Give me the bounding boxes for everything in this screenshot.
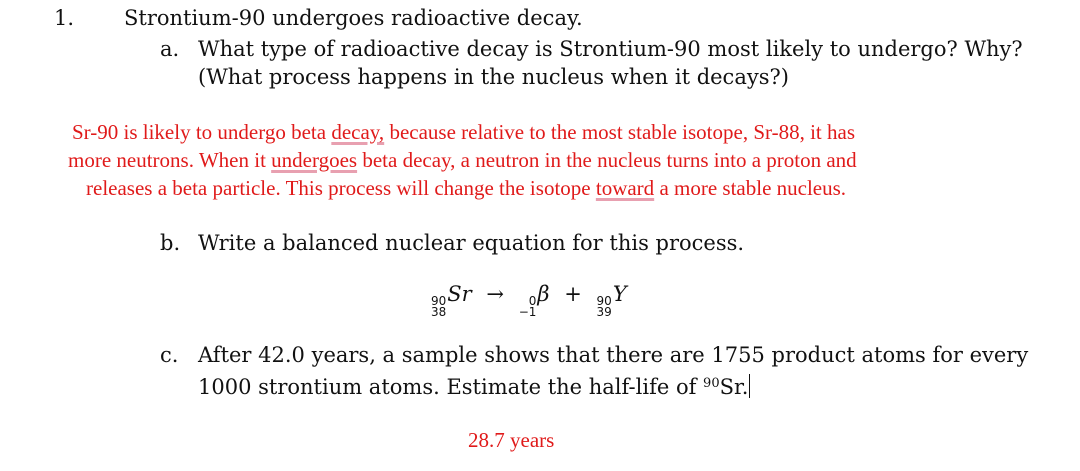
part-c-line2[interactable] xyxy=(198,370,750,401)
answer-a-line2-pre: more neutrons. When it xyxy=(68,148,272,172)
answer-a-line2-marked: undergoes xyxy=(271,148,358,172)
answer-a-line3-post: a more stable nucleus. xyxy=(654,176,847,200)
answer-a-line3-marked: toward xyxy=(595,176,655,200)
reaction-arrow: → xyxy=(486,282,505,306)
beta-symbol: β xyxy=(537,282,550,306)
part-a-line2: (What process happens in the nucleus when it decays?) xyxy=(198,65,789,89)
yttrium-numbers xyxy=(597,296,612,318)
part-c-label: c. xyxy=(160,343,179,367)
answer-a-line1-pre: Sr-90 is likely to undergo beta xyxy=(72,120,332,144)
beta-charge-number: −1 xyxy=(518,305,537,319)
isotope-mass-superscript: 90 xyxy=(703,376,720,391)
beta-particle xyxy=(519,282,550,318)
beta-mass-number: 0 xyxy=(528,294,537,308)
part-b-text: Write a balanced nuclear equation for this process. xyxy=(198,231,745,255)
answer-a-line1-post: because relative to the most stable isotope, Sr-88, it has xyxy=(384,120,855,144)
answer-a-line1-marked: decay, xyxy=(331,120,385,144)
yttrium-symbol: Y xyxy=(612,282,627,306)
part-c-line2-pre: 1000 strontium atoms. Estimate the half-life of xyxy=(198,375,704,399)
strontium-nuclide xyxy=(431,282,472,318)
strontium-mass-number: 90 xyxy=(431,294,447,308)
text-cursor xyxy=(749,374,750,398)
yttrium-atomic-number: 39 xyxy=(596,305,612,319)
part-a-line1: What type of radioactive decay is Strontium-90 most likely to undergo? Why? xyxy=(198,37,1023,61)
part-c-line2-post: Sr. xyxy=(719,375,749,399)
beta-numbers xyxy=(519,296,537,318)
yttrium-nuclide xyxy=(597,282,627,318)
strontium-numbers xyxy=(431,296,446,318)
strontium-symbol: Sr xyxy=(447,282,472,306)
strontium-atomic-number: 38 xyxy=(431,305,447,319)
part-a-label: a. xyxy=(160,37,180,61)
question-number: 1. xyxy=(54,6,75,30)
plus-sign: + xyxy=(564,282,582,306)
answer-a-line2-post: beta decay, a neutron in the nucleus turns into a proton and xyxy=(357,148,857,172)
answer-a-line3-pre: releases a beta particle. This process will change the isotope xyxy=(86,176,596,200)
answer-a-line2 xyxy=(68,146,857,174)
part-c-line1: After 42.0 years, a sample shows that there are 1755 product atoms for every xyxy=(198,343,1029,367)
part-b-label: b. xyxy=(160,231,181,255)
question-title: Strontium-90 undergoes radioactive decay. xyxy=(124,6,583,30)
answer-a-line3 xyxy=(86,174,846,202)
nuclear-equation xyxy=(431,282,627,318)
answer-c: 28.7 years xyxy=(468,428,555,452)
answer-a-line1 xyxy=(72,118,855,146)
yttrium-mass-number: 90 xyxy=(596,294,612,308)
